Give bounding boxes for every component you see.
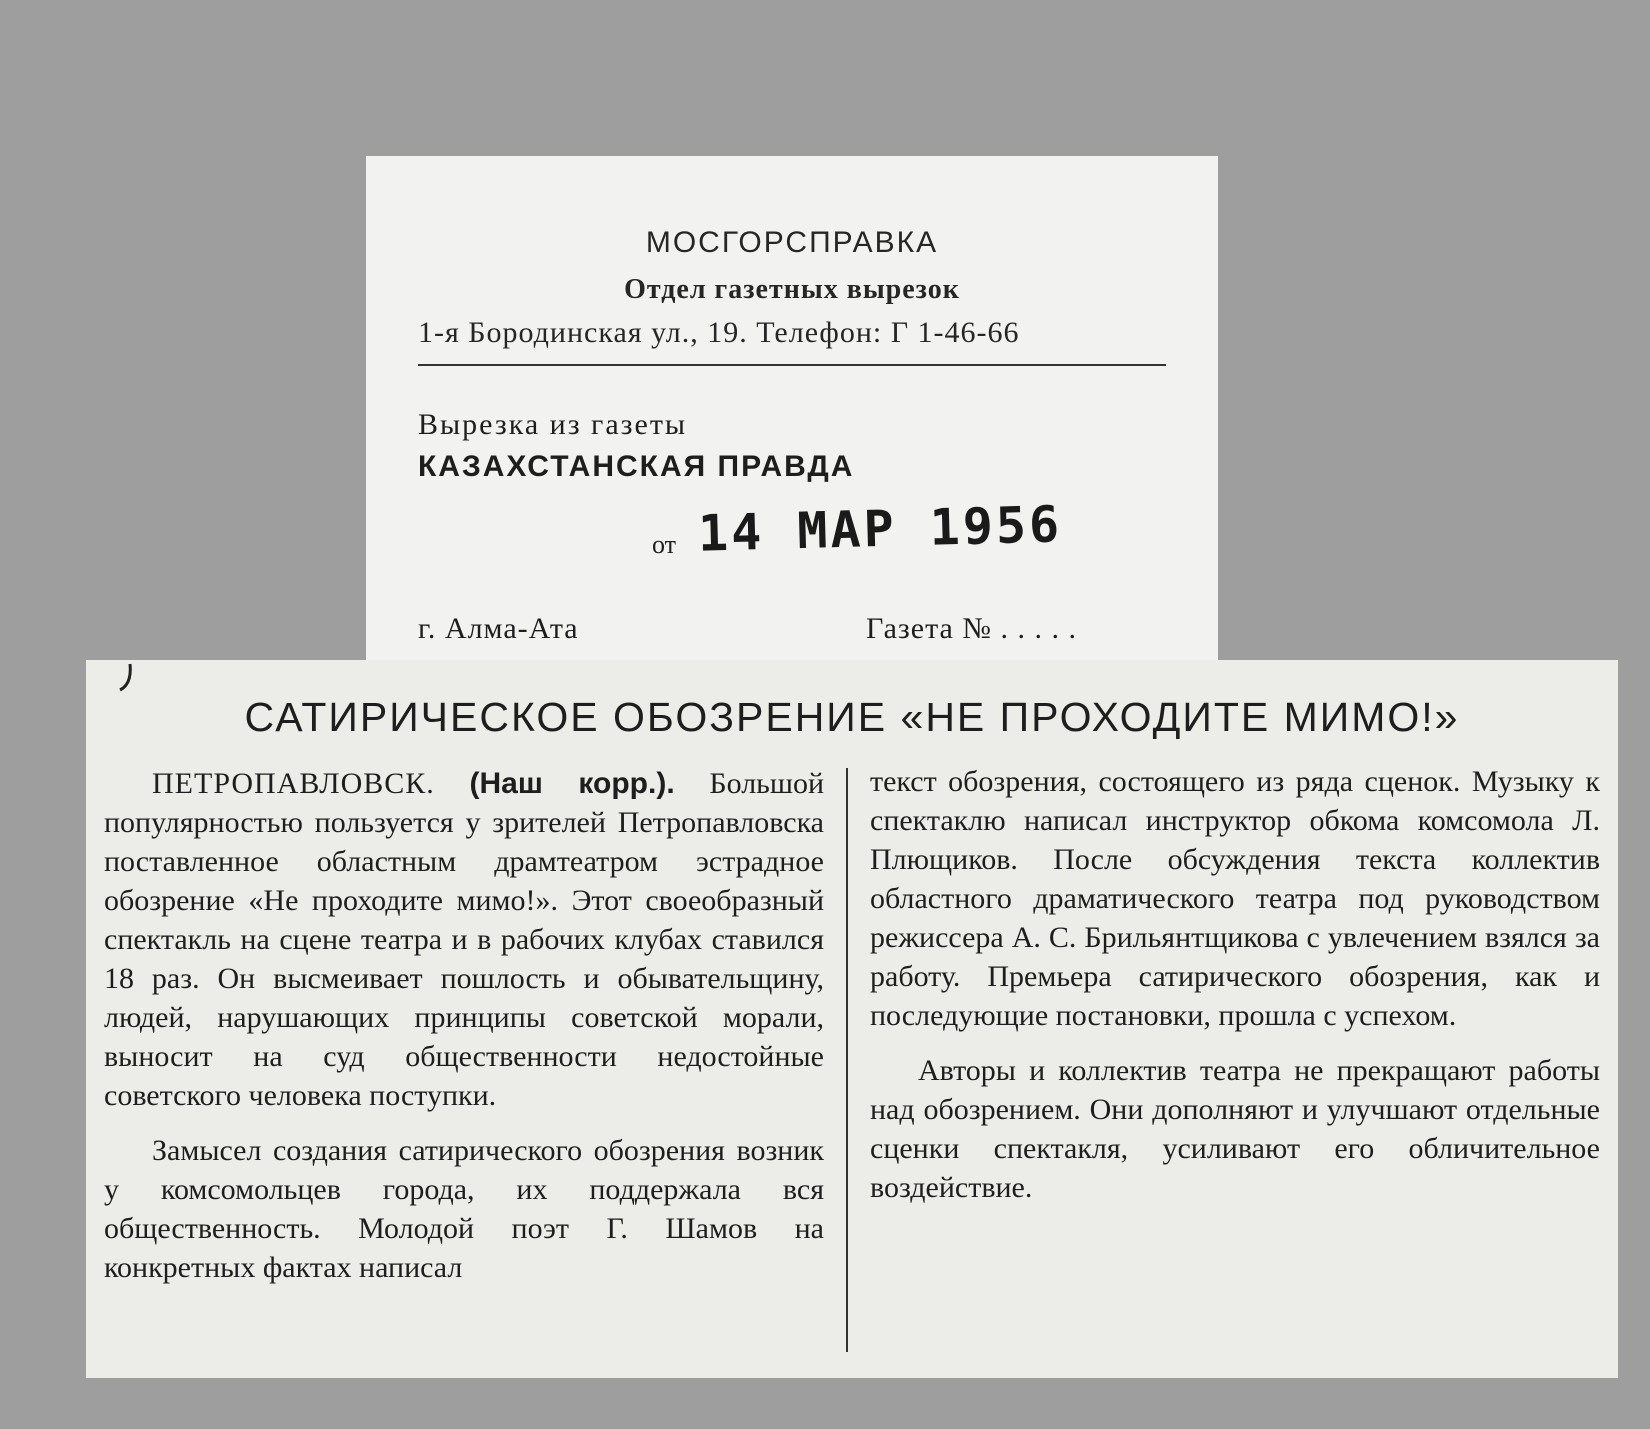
article-column-left	[104, 764, 824, 1287]
agency-address: 1-я Бородинская ул., 19. Телефон: Г 1-46-66	[418, 316, 1020, 349]
cut-label: Вырезка из газеты	[418, 408, 688, 441]
paragraph: Авторы и коллектив театра не прекращают работы над обозрением. Они дополняют и улучшают отдельные сценки спектакля, усиливают его обличительное воздействие.	[870, 1054, 1600, 1204]
newspaper-name: КАЗАХСТАНСКАЯ ПРАВДА	[418, 450, 855, 483]
article-headline: САТИРИЧЕСКОЕ ОБОЗРЕНИЕ «НЕ ПРОХОДИТЕ МИМО!»	[244, 694, 1460, 740]
paragraph: текст обозрения, состоящего из ряда сценок. Музыку к спектаклю написал инструктор обкома комсомола Л. Плющиков. После обсуждения текста коллектив областного драматического театра под руководством режиссера А. С. Брильянтщикова с увлечением взялся за работу. Премьера сатирического обозрения, как и последующие постановки, прошла с успехом.	[870, 765, 1600, 1032]
date-stamp: 14 МАР 1956	[697, 495, 1063, 563]
column-divider	[846, 768, 848, 1352]
byline: (Наш корр.).	[469, 767, 675, 800]
agency-name: МОСГОРСПРАВКА	[645, 226, 939, 259]
paragraph: Замысел создания сатирического обозрения возник у комсомольцев города, их поддержала вся общественность. Молодой поэт Г. Шамов на конкретных фактах написал	[104, 1134, 824, 1284]
paragraph-text: Большой популярностью пользуется у зрителей Петропавловска поставленное областным драмтеатром эстрадное обозрение «Не проходите мимо!». Этот своеобразный спектакль на сцене театра и в рабочих клубах ставился 18 раз. Он высмеивает пошлость и обывательщину, людей, нарушающих принципы советской морали, выносит на суд общественности недостойные советского человека поступки.	[104, 767, 825, 1112]
city-label: г. Алма-Ата	[418, 612, 579, 645]
from-label: от	[652, 530, 677, 559]
paragraph	[104, 764, 824, 1115]
gazette-number: Газета № . . . . .	[866, 612, 1077, 645]
card-divider-top	[418, 364, 1166, 366]
newspaper-clipping	[86, 660, 1618, 1378]
department-name: Отдел газетных вырезок	[624, 274, 960, 305]
clipping-service-card	[366, 156, 1218, 676]
article-column-right	[870, 762, 1600, 1207]
dateline: ПЕТРОПАВЛОВСК.	[152, 767, 435, 800]
